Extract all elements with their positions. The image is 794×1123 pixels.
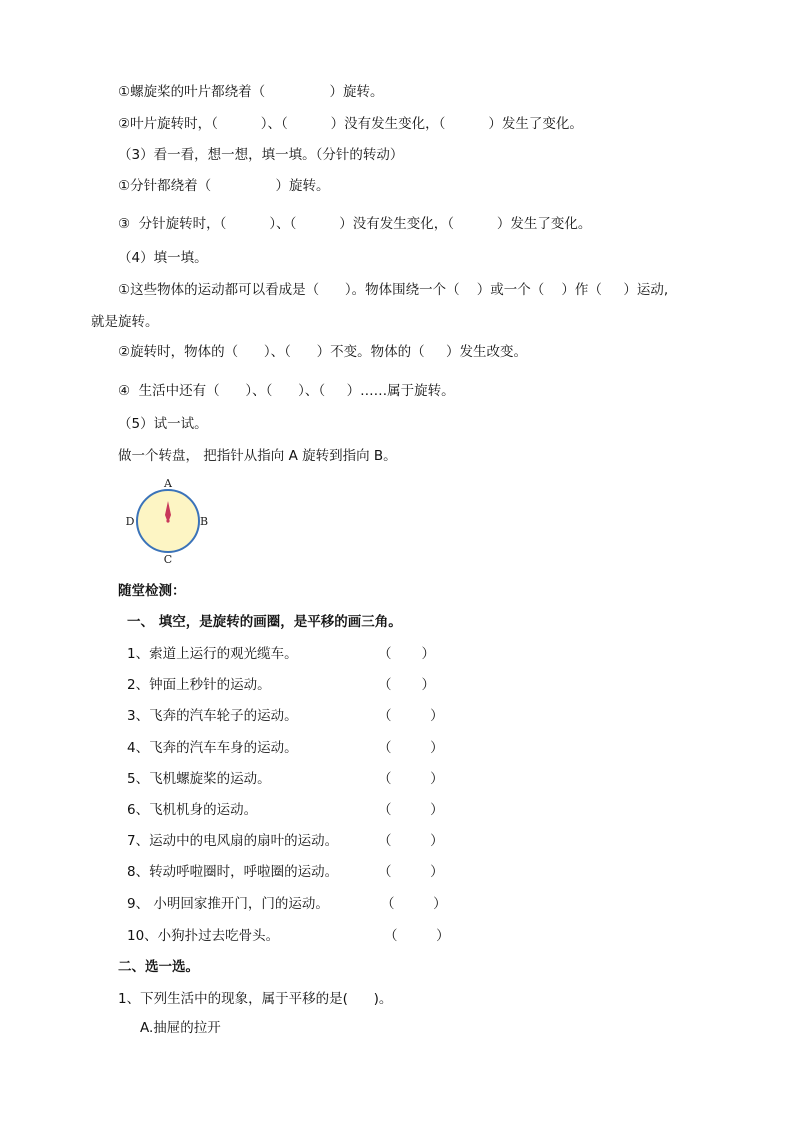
line-5: ③ 分针旋转时，（ ）、（ ）没有发生变化，（ ）发生了变化。 — [118, 216, 592, 232]
line-6: （4）填一填。 — [118, 250, 208, 266]
quiz-item-text: 3、飞奔的汽车轮子的运动。 — [127, 708, 298, 724]
line-11: （5）试一试。 — [118, 416, 208, 432]
dial-label-d: D — [125, 515, 135, 528]
turntable-dial — [118, 477, 218, 565]
quiz-item-answer-blank[interactable]: （ ） — [378, 864, 444, 880]
quiz-item-text: 5、飞机螺旋桨的运动。 — [127, 771, 271, 787]
quiz-item-text: 6、飞机机身的运动。 — [127, 802, 258, 818]
quiz-item-answer-blank[interactable]: （ ） — [378, 677, 436, 693]
dial-label-a: A — [164, 477, 172, 490]
quiz-item-answer-blank[interactable]: （ ） — [381, 896, 447, 912]
quiz-title: 随堂检测： — [118, 583, 186, 599]
quiz-item-text: 7、运动中的电风扇的扇叶的运动。 — [127, 833, 339, 849]
line-9: ②旋转时，物体的（ ）、（ ）不变。物体的（ ）发生改变。 — [118, 344, 528, 360]
quiz-item-text: 8、转动呼啦圈时，呼啦圈的运动。 — [127, 864, 339, 880]
line-8: 就是旋转。 — [91, 314, 159, 330]
quiz-item-text: 1、索道上运行的观光缆车。 — [127, 646, 298, 662]
line-2: ②叶片旋转时，（ ）、（ ）没有发生变化，（ ）发生了变化。 — [118, 116, 583, 132]
line-10: ④ 生活中还有（ ）、（ ）、（ ）……属于旋转。 — [118, 383, 455, 399]
quiz-question-1: 1、下列生活中的现象，属于平移的是( )。 — [118, 991, 393, 1007]
quiz-item-answer-blank[interactable]: （ ） — [378, 802, 444, 818]
quiz-item-answer-blank[interactable]: （ ） — [378, 646, 436, 662]
quiz-item-text: 10、小狗扑过去吃骨头。 — [127, 928, 280, 944]
needle-pivot — [166, 519, 169, 522]
quiz-item-text: 9、 小明回家推开门，门的运动。 — [127, 896, 329, 912]
quiz-item-answer-blank[interactable]: （ ） — [378, 771, 444, 787]
line-12: 做一个转盘， 把指针从指向 A 旋转到指向 B。 — [118, 448, 397, 464]
quiz-item-answer-blank[interactable]: （ ） — [384, 928, 450, 944]
line-4: ①分针都绕着（ ）旋转。 — [118, 178, 330, 194]
quiz-part1-title: 一、 填空，是旋转的画圈，是平移的画三角。 — [127, 614, 402, 630]
quiz-item-answer-blank[interactable]: （ ） — [378, 833, 444, 849]
quiz-item-answer-blank[interactable]: （ ） — [378, 740, 444, 756]
line-7: ①这些物体的运动都可以看成是（ ）。物体围绕一个（ ）或一个（ ）作（ ）运动, — [118, 282, 669, 298]
quiz-item-text: 2、钟面上秒针的运动。 — [127, 677, 271, 693]
line-1: ①螺旋桨的叶片都绕着（ ）旋转。 — [118, 84, 384, 100]
quiz-item-answer-blank[interactable]: （ ） — [378, 708, 444, 724]
line-3: （3）看一看，想一想，填一填。（分针的转动） — [118, 147, 404, 163]
dial-label-c: C — [163, 553, 173, 565]
dial-label-b: B — [199, 515, 209, 528]
quiz-part2-title: 二、选一选。 — [118, 959, 199, 975]
quiz-question-1-option-a[interactable]: A.抽屉的拉开 — [140, 1020, 221, 1036]
quiz-item-text: 4、飞奔的汽车车身的运动。 — [127, 740, 298, 756]
